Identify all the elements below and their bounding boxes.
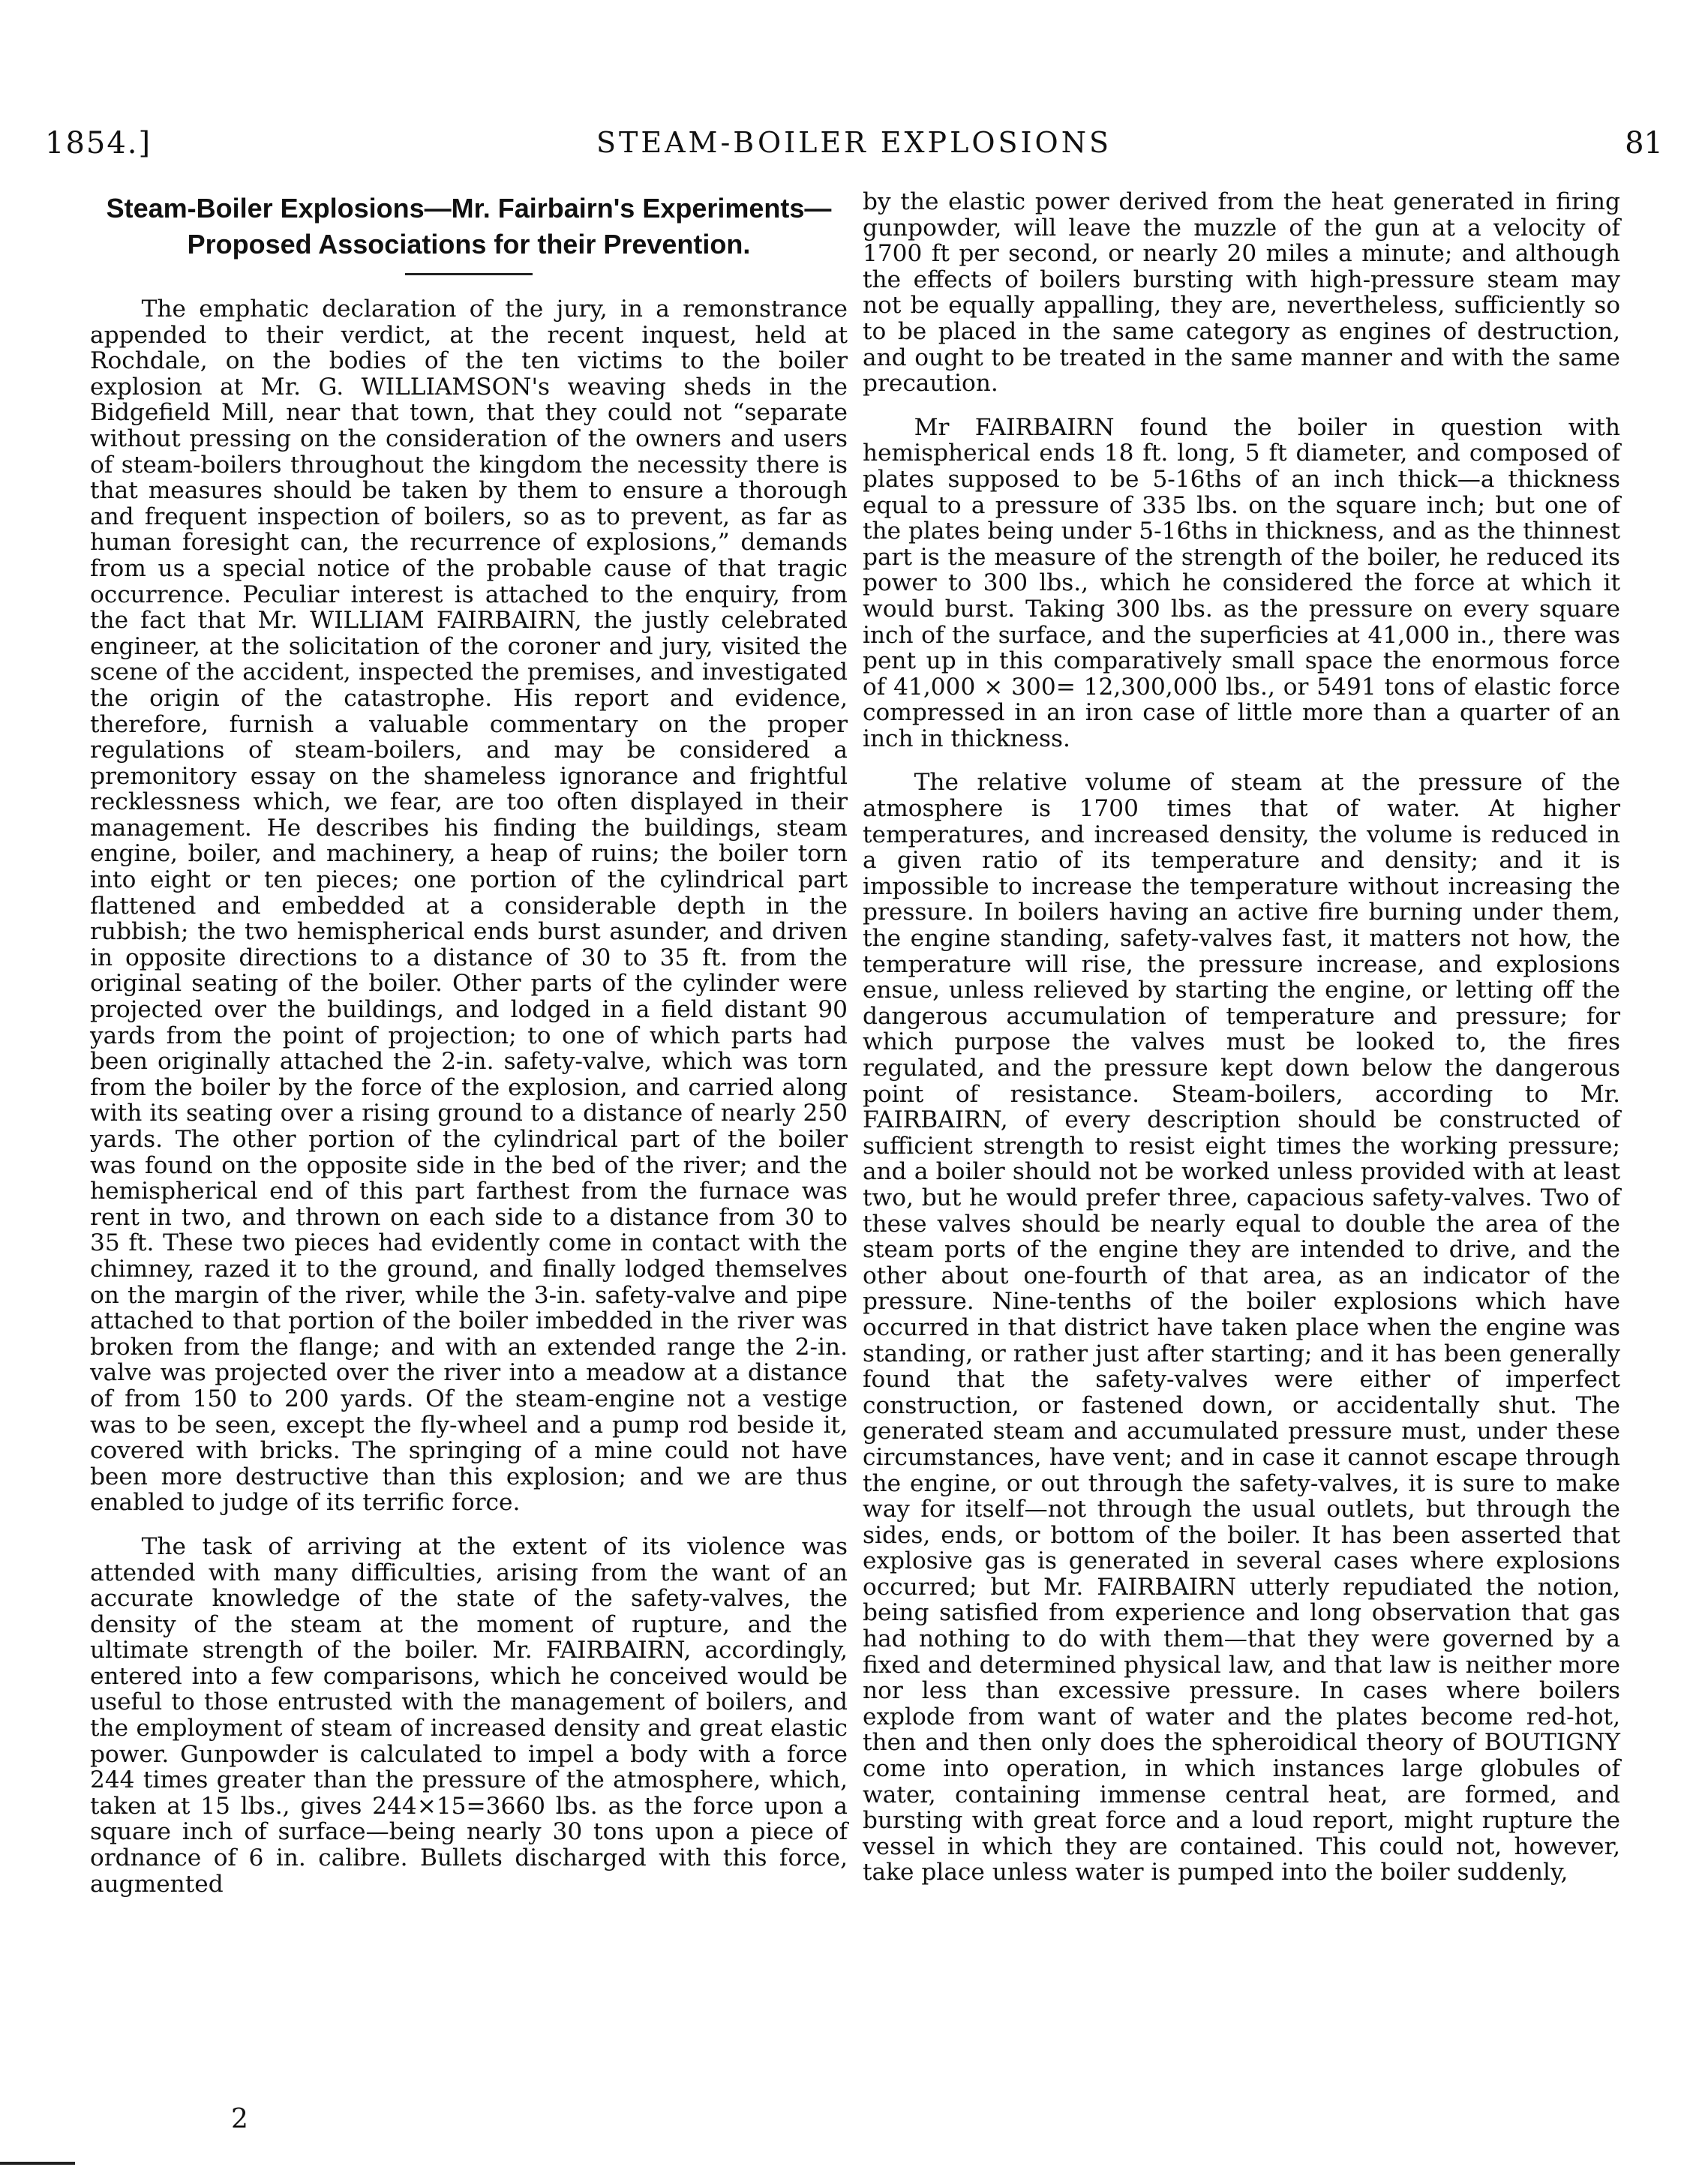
paragraph: The emphatic declaration of the jury, in a remonstrance appended to their verdict, at the recent inquest, held at Rochdale, on the bodies of the ten victims to the boiler explosion at Mr. G. WILLIAMSON's weaving sheds in the Bidgefield Mill, near that town, that they could not “separate without pressing on the consideration of the owners and users of steam-boilers throughout the kingdom the necessity there is that measures should be taken by them to ensure a thorough and frequent inspection of boilers, so as to prevent, as far as human foresight can, the recurrence of explosions,” demands from us a special notice of the probable cause of that tragic occurrence. Peculiar interest is attached to the enquiry, from the fact that Mr. WILLIAM FAIRBAIRN, the justly celebrated engineer, at the solicitation of the coroner and jury, visited the scene of the accident, inspected the premises, and investigated the origin of the catastrophe. His report and evidence, therefore, furnish a valuable commentary on the proper regulations of steam-boilers, and may be considered a premonitory essay on the shameless ignorance and frightful recklessness which, we fear, are too often displayed in their management. He describes his finding the buildings, steam engine, boiler, and machinery, a heap of ruins; the boiler torn into eight or ten pieces; one portion of the cylindrical part flattened and embedded at a considerable depth in the rubbish; the two hemispherical ends burst asunder, and driven in opposite directions to a distance of 30 to 35 ft. from the original seating of the boiler. Other parts of the cylinder were projected over the buildings, and lodged in a field distant 90 yards from the point of projection; to one of which parts had been originally attached the 2-in. safety-valve, which was torn from the boiler by the force of the explosion, and carried along with its seating over a rising ground to a distance of nearly 250 yards. The other portion of the cylindrical part of the boiler was found on the opposite side in the bed of the river; and the hemispherical end of this part farthest from the furnace was rent in two, and thrown on each side to a distance from 30 to 35 ft. These two pieces had evidently come in contact with the chimney, razed it to the ground, and finally lodged themselves on the margin of the river, while the 3-in. safety-valve and pipe attached to that portion of the boiler imbedded in the river was broken from the flange; and with an extended range the 2-in. valve was projected over the river into a meadow at a distance of from 150 to 200 yards. Of the steam-engine not a vestige was to be seen, except the fly-wheel and a pump rod beside it, covered with bricks. The springing of a mine could not have been more destructive than this explosion; and we are thus enabled to judge of its terrific force. — [90, 296, 848, 1517]
running-header — [45, 126, 1663, 164]
paragraph: The relative volume of steam at the pressure of the atmosphere is 1700 times that of water. At higher temperatures, and increased density, the volume is reduced in a given ratio of its temperature and density; and it is impossible to increase the temperature without increasing the pressure. In boilers having an active fire burning under them, the engine standing, safety-valves fast, it matters not how, the temperature will rise, the pressure increase, and explosions ensue, unless relieved by starting the engine, or letting off the dangerous accumulation of temperature and pressure; for which purpose the valves must be looked to, the fires regulated, and the pressure kept down below the dangerous point of resistance. Steam-boilers, according to Mr. FAIRBAIRN, of every description should be constructed of sufficient strength to resist eight times the working pressure; and a boiler should not be worked unless provided with at least two, but he would prefer three, capacious safety-valves. Two of these valves should be nearly equal to double the area of the steam ports of the engine they are intended to drive, and the other about one-fourth of that area, as an indicator of the pressure. Nine-tenths of the boiler explosions which have occurred in that district have taken place when the engine was standing, or rather just after starting; and it has been generally found that the safety-valves were either of imperfect construction, or fastened down, or accidentally shut. The generated steam and accumulated pressure must, under these circumstances, have vent; and in case it cannot escape through the engine, or out through the safety-valves, it is sure to make way for itself—not through the usual outlets, but through the sides, ends, or bottom of the boiler. It has been asserted that explosive gas is generated in several cases where explosions occurred; but Mr. FAIRBAIRN utterly repudiated the notion, being satisfied from experience and long observation that gas had nothing to do with them—that they were governed by a fixed and determined physical law, and that law is neither more nor less than excessive pressure. In cases where boilers explode from want of water and the plates become red-hot, then and then only does the spheroidical theory of BOUTIGNY come into operation, in which instances large globules of water, containing immense central heat, are formed, and bursting with great force and a loud report, might rupture the vessel in which they are contained. This could not, however, take place unless water is pumped into the boiler suddenly, — [863, 769, 1620, 1886]
paragraph-continued: by the elastic power derived from the heat generated in firing gunpowder, will leave the muzzle of the gun at a velocity of 1700 ft per second, or nearly 20 miles a minute; and although the effects of boilers bursting with high-pressure steam may not be equally appalling, they are, nevertheless, sufficiently so to be placed in the same category as engines of destruction, and ought to be treated in the same manner and with the same precaution. — [863, 188, 1620, 398]
signature-mark: 2 — [231, 2104, 248, 2135]
left-column — [90, 188, 848, 1915]
right-column — [863, 189, 1620, 1904]
title-rule — [405, 273, 533, 275]
footer-rule — [0, 2162, 75, 2165]
paragraph: The task of arriving at the extent of its violence was attended with many difficulties, arising from the want of an accurate knowledge of the state of the safety-valves, the density of the steam at the moment of rupture, and the ultimate strength of the boiler. Mr. FAIRBAIRN, accordingly, entered into a few comparisons, which he conceived would be useful to those entrusted with the management of boilers, and the employment of steam of increased density and great elastic power. Gunpowder is calculated to impel a body with a force 244 times greater than the pressure of the atmosphere, which, taken at 15 lbs., gives 244×15=3660 lbs. as the force upon a square inch of surface—being nearly 30 tons upon a piece of ordnance of 6 in. calibre. Bullets discharged with this force, augmented — [90, 1532, 848, 1898]
article-title-line-1: Steam-Boiler Explosions—Mr. Fairbairn's Experiments— — [106, 193, 832, 224]
article-title-line-2: Proposed Associations for their Prevention. — [187, 229, 751, 260]
running-title: STEAM-BOILER EXPLOSIONS — [596, 126, 1112, 159]
article-title — [90, 191, 848, 263]
paragraph: Mr FAIRBAIRN found the boiler in question with hemispherical ends 18 ft. long, 5 ft diameter, and composed of plates supposed to be 5-16ths of an inch thick—a thickness equal to a pressure of 335 lbs. on the square inch; but one of the plates being under 5-16ths in thickness, and as the thinnest part is the measure of the strength of the boiler, he reduced its power to 300 lbs., which he considered the force at which it would burst. Taking 300 lbs. as the pressure on every square inch of the surface, and the superficies at 41,000 in., there was pent up in this comparatively small space the enormous force of 41,000 × 300= 12,300,000 lbs., or 5491 tons of elastic force compressed in an iron case of little more than a quarter of an inch in thickness. — [863, 413, 1620, 752]
page-number: 81 — [1625, 126, 1663, 161]
header-year: 1854.] — [45, 126, 152, 161]
